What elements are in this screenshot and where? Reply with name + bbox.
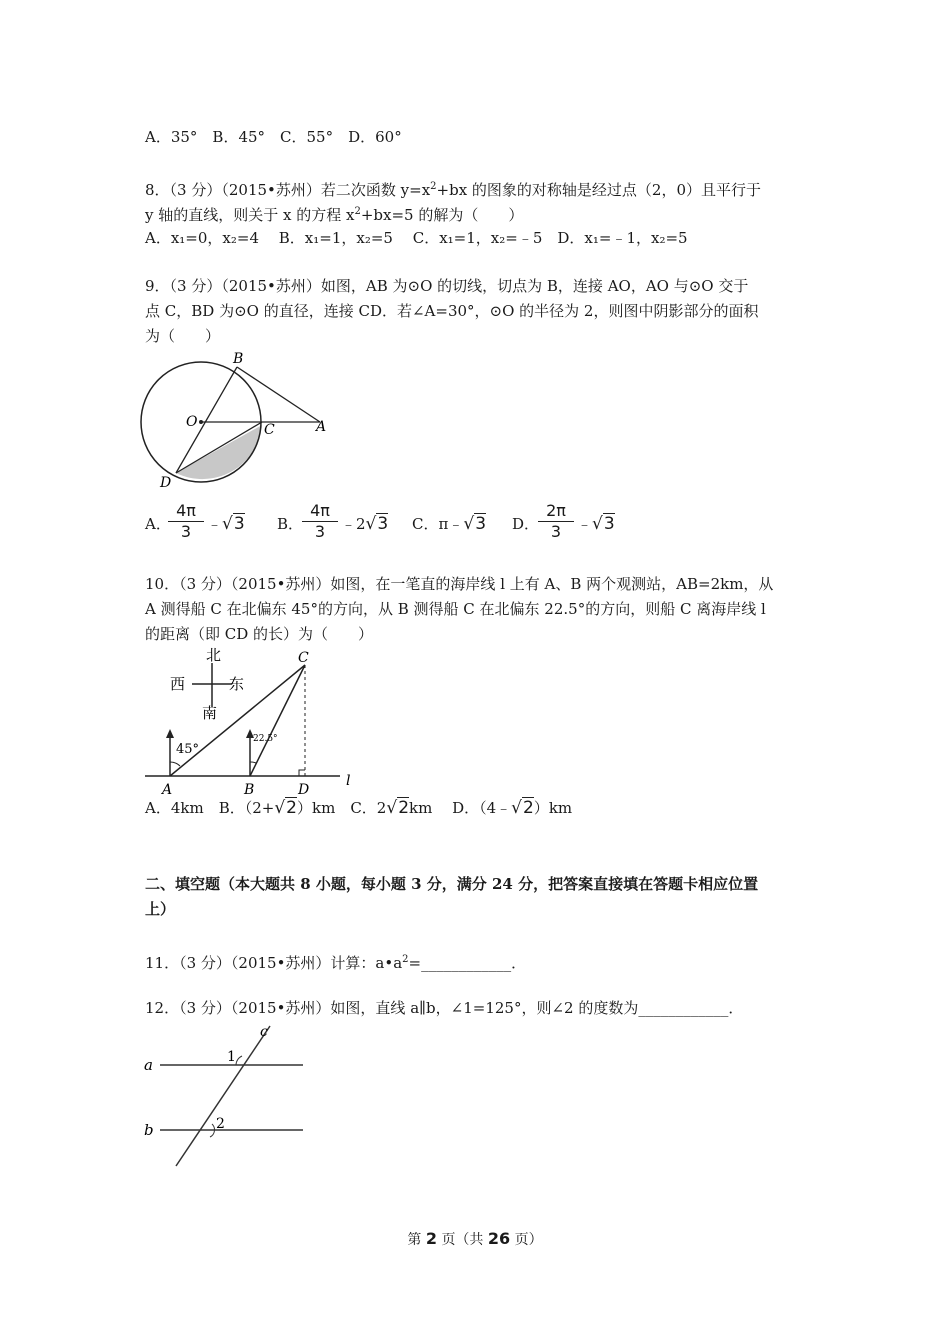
footer-pre: 第 bbox=[407, 1232, 422, 1248]
q10-opt-d-sqrt: √2 bbox=[511, 798, 534, 818]
q9-opt-c bbox=[412, 513, 486, 534]
q9-opt-d-rad: 3 bbox=[603, 514, 615, 534]
q11 bbox=[145, 950, 526, 973]
q10-west: 西 bbox=[170, 675, 186, 693]
section2-heading-line2: 上） bbox=[145, 900, 176, 918]
q9-label-c: C bbox=[264, 422, 275, 438]
q10-figure bbox=[140, 645, 365, 797]
q10-label-l: l bbox=[346, 773, 351, 789]
q9-shaded-region bbox=[176, 425, 262, 479]
q10-opt-d-rad: 2 bbox=[523, 798, 534, 818]
q9-opt-a-rad: 3 bbox=[233, 514, 245, 534]
q9-tangent-ab bbox=[237, 367, 320, 422]
q8-options: A．x₁=0，x₂=4 B．x₁=1，x₂=5 C．x₁=1，x₂=﹣5 D．x₁=﹣1，x₂=5 bbox=[145, 229, 688, 247]
q9-opt-a-minus: ﹣ bbox=[207, 515, 223, 533]
footer-page-number: 2 bbox=[425, 1229, 437, 1248]
footer-total-pages: 26 bbox=[487, 1229, 511, 1248]
q9-opt-c-pi: π﹣ bbox=[438, 515, 464, 533]
q9-opt-b-num: 4π bbox=[302, 501, 338, 522]
q9-opt-d-tail bbox=[577, 513, 615, 534]
q10-opt-c-rad: 2 bbox=[398, 798, 410, 818]
section2-heading-line1: 二、填空题（本大题共 8 小题，每小题 3 分，满分 24 分，把答案直接填在答题卡相应位置 bbox=[145, 875, 759, 893]
q9-opt-b-label: B． bbox=[277, 515, 304, 533]
q10-label-b: B bbox=[244, 782, 255, 797]
q9-opt-c-sqrt: √3 bbox=[463, 514, 487, 534]
q12-label-a: a bbox=[144, 1056, 153, 1074]
q9-opt-c-rad: 3 bbox=[475, 514, 487, 534]
q10-label-d: D bbox=[298, 782, 310, 797]
q10-opt-b-rad: 2 bbox=[286, 798, 297, 818]
q10-line-bc bbox=[250, 665, 305, 776]
q9-figure bbox=[140, 350, 340, 495]
q9-opt-b-frac bbox=[302, 501, 338, 541]
q12-line-c bbox=[176, 1026, 270, 1166]
q10-arrowhead-a bbox=[166, 729, 174, 738]
q10-right-angle bbox=[299, 770, 305, 776]
q11-sup: 2 bbox=[402, 954, 409, 965]
q8-sup2: 2 bbox=[354, 206, 361, 217]
q9-opt-d-den: 3 bbox=[550, 522, 562, 541]
q10-east: 东 bbox=[229, 675, 245, 693]
q10-line2: A 测得船 C 在北偏东 45°的方向，从 B 测得船 C 在北偏东 22.5°的方向，则船 C 离海岸线 l bbox=[145, 600, 766, 618]
q9-opt-a-frac bbox=[168, 501, 204, 541]
q9-opt-d-frac bbox=[538, 501, 574, 541]
q9-opt-b-rad: 3 bbox=[377, 514, 389, 534]
q12-angle1-arc bbox=[236, 1056, 242, 1065]
q10-angle-45: 45° bbox=[176, 742, 200, 757]
q11-pre: 11．（3 分）（2015•苏州）计算：a•a bbox=[145, 954, 403, 972]
q8-line2-post: +bx=5 的解为（ ） bbox=[360, 206, 524, 224]
q8-line1-pre: 8．（3 分）（2015•苏州）若二次函数 y=x bbox=[145, 181, 431, 199]
q8-line1 bbox=[145, 177, 761, 200]
q12-label-c: c bbox=[260, 1024, 268, 1040]
q12-text: 12．（3 分）（2015•苏州）如图，直线 a∥b，∠1=125°，则∠2 的度数为____________． bbox=[145, 999, 744, 1017]
q10-options bbox=[145, 798, 572, 818]
q10-opt-b-tail: ）km C．2 bbox=[297, 799, 387, 817]
q11-post: =____________． bbox=[408, 954, 527, 972]
q7-options: A．35° B．45° C．55° D．60° bbox=[145, 128, 402, 146]
q10-line1: 10．（3 分）（2015•苏州）如图，在一笔直的海岸线 l 上有 A、B 两个观测站，AB=2km，从 bbox=[145, 575, 774, 593]
q10-opt-b-sqrt: √2 bbox=[274, 798, 297, 818]
q10-opt-c-tail: km D．（4﹣ bbox=[409, 799, 512, 817]
q9-opt-b-sqrt: √3 bbox=[365, 514, 389, 534]
q12-label-2: 2 bbox=[216, 1116, 225, 1132]
q9-opt-d-minus: ﹣ bbox=[577, 515, 593, 533]
q8-line2 bbox=[145, 202, 523, 225]
q10-angle-22: 22.5° bbox=[253, 734, 278, 744]
q10-south: 南 bbox=[202, 704, 218, 722]
footer-mid: 页（共 bbox=[441, 1232, 484, 1248]
q9-label-a: A bbox=[316, 419, 327, 435]
q9-opt-b-den: 3 bbox=[314, 522, 326, 541]
page-footer bbox=[0, 1229, 950, 1249]
q9-label-d: D bbox=[160, 475, 172, 491]
q8-line2-pre: y 轴的直线，则关于 x 的方程 x bbox=[145, 206, 355, 224]
q9-opt-d-label: D． bbox=[512, 515, 540, 533]
q10-label-c: C bbox=[298, 650, 309, 666]
q10-opt-c-sqrt: √2 bbox=[386, 798, 410, 818]
q9-opt-a-tail bbox=[207, 513, 245, 534]
q10-angle-arc-a bbox=[170, 762, 180, 766]
q9-opt-a-label: A． bbox=[145, 515, 171, 533]
q9-opt-d-sqrt: √3 bbox=[592, 514, 615, 534]
q10-north: 北 bbox=[206, 646, 222, 664]
q12-figure bbox=[140, 1016, 310, 1171]
q9-opt-d-num: 2π bbox=[538, 501, 574, 522]
q10-opt-d-tail: ）km bbox=[533, 799, 573, 817]
q9-opt-a-sqrt: √3 bbox=[222, 514, 245, 534]
q9-line2: 点 C，BD 为⊙O 的直径，连接 CD．若∠A=30°，⊙O 的半径为 2，则图中阴影部分的面积 bbox=[145, 302, 759, 320]
q8-line1-mid: +bx 的图象的对称轴是经过点（2，0）且平行于 bbox=[436, 181, 762, 199]
q12-label-b: b bbox=[144, 1121, 154, 1139]
q9-opt-b-minus: ﹣2 bbox=[341, 515, 366, 533]
q10-angle-arc-b bbox=[250, 762, 256, 763]
q9-opt-a-den: 3 bbox=[180, 522, 192, 541]
footer-post: 页） bbox=[514, 1232, 543, 1248]
q8-sup1: 2 bbox=[430, 181, 437, 192]
q10-label-a: A bbox=[162, 782, 173, 797]
q10-line3: 的距离（即 CD 的长）为（ ） bbox=[145, 625, 374, 643]
q9-opt-c-label: C． bbox=[412, 515, 439, 533]
q9-line3: 为（ ） bbox=[145, 327, 221, 345]
q12-label-1: 1 bbox=[227, 1049, 236, 1065]
q9-line1: 9．（3 分）（2015•苏州）如图，AB 为⊙O 的切线，切点为 B，连接 AO，AO 与⊙O 交于 bbox=[145, 277, 749, 295]
q9-label-b: B bbox=[233, 351, 244, 367]
q10-opt-a: A．4km B．（2+ bbox=[145, 799, 275, 817]
q9-label-o: O bbox=[186, 414, 198, 430]
q9-opt-a-num: 4π bbox=[168, 501, 204, 522]
q9-center-dot bbox=[199, 420, 203, 424]
q9-opt-b-tail bbox=[341, 513, 388, 534]
